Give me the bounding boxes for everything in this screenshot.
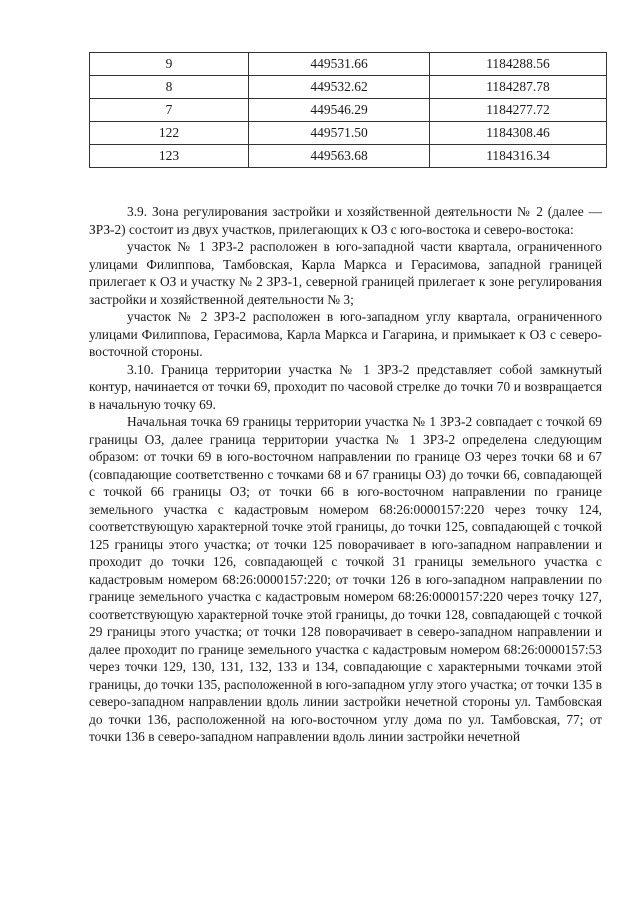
paragraph-3-9: 3.9. Зона регулирования застройки и хозяйственной деятельности № 2 (далее — ЗРЗ-2) состоит из двух участков, прилегающих к ОЗ с юго-востока и северо-востока: xyxy=(89,204,602,237)
coordinate-x: 449531.66 xyxy=(249,53,430,76)
coordinate-x: 449546.29 xyxy=(249,99,430,122)
coordinate-y: 1184288.56 xyxy=(430,53,607,76)
coordinate-y: 1184287.78 xyxy=(430,76,607,99)
point-number: 7 xyxy=(90,99,249,122)
document-body xyxy=(89,203,602,746)
table-row xyxy=(90,145,607,168)
paragraph-3-10: 3.10. Граница территории участка № 1 ЗРЗ-2 представляет собой замкнутый контур, начинается от точки 69, проходит по часовой стрелке до точки 70 и возвращается в начальную точку 69. xyxy=(89,361,602,412)
paragraph-plot-2: участок № 2 ЗРЗ-2 расположен в юго-западном углу квартала, ограниченного улицами Филиппова, Герасимова, Карла Маркса и Гагарина, и примыкает к ОЗ с северо-восточной стороны. xyxy=(89,309,602,359)
table-row xyxy=(90,122,607,145)
coordinate-x: 449571.50 xyxy=(249,122,430,145)
paragraph-plot-1: участок № 1 ЗРЗ-2 расположен в юго-западной части квартала, ограниченного улицами Филиппова, Тамбовская, Карла Маркса и Герасимова, западной границей прилегает к ОЗ и участку № 2 ЗРЗ-1, северной границей прилегает к зоне регулирования застройки и хозяйственной деятельности № 3; xyxy=(89,239,602,307)
table-row xyxy=(90,53,607,76)
point-number: 122 xyxy=(90,122,249,145)
coordinate-y: 1184308.46 xyxy=(430,122,607,145)
paragraph-boundary-description: Начальная точка 69 границы территории участка № 1 ЗРЗ-2 совпадает с точкой 69 границы ОЗ, далее граница территории участка № 1 ЗРЗ-2 определена следующим образом: от точки 69 в юго-восточном направлении по границе ОЗ через точки 68 и 67 (совпадающие соответственно с точками 68 и 67 границы ОЗ) до точки 66, совпадающей с точкой 66 границы ОЗ; от точки 66 в юго-восточном направлении по границе земельного участка с кадастровым номером 68:26:0000157:220 через точку 124, соответствующую характерной точке этой границы, до точки 125, совпадающей с точкой 125 границы этого участка; от точки 125 поворачивает в юго-западном направлении и проходит до точки 126, совпадающей с точкой 31 границы земельного участка с кадастровым номером 68:26:0000157:220; от точки 126 в юго-западном направлении по границе земельного участка с кадастровым номером 68:26:0000157:220 через точку 127, соответствующую характерной точке этой границы, до точки 128, совпадающей с точкой 29 границы этого участка; от точки 128 поворачивает в северо-западном направлении и далее проходит по границе земельного участка с кадастровым номером 68:26:0000157:53 через точки 129, 130, 131, 132, 133 и 134, совпадающие с характерными точками этой границы, до точки 135, расположенной в юго-западном углу этого участка; от точки 135 в северо-западном направлении вдоль линии застройки нечетной стороны ул. Тамбовская до точки 136, расположенной на юго-восточном углу дома по ул. Тамбовская, 77; от точки 136 в северо-западном направлении вдоль линии застройки нечетной xyxy=(89,414,602,744)
coordinate-x: 449563.68 xyxy=(249,145,430,168)
coordinates-table xyxy=(89,52,607,168)
coordinate-y: 1184316.34 xyxy=(430,145,607,168)
coordinate-y: 1184277.72 xyxy=(430,99,607,122)
coordinate-x: 449532.62 xyxy=(249,76,430,99)
table-row xyxy=(90,76,607,99)
table-row xyxy=(90,99,607,122)
point-number: 123 xyxy=(90,145,249,168)
point-number: 8 xyxy=(90,76,249,99)
point-number: 9 xyxy=(90,53,249,76)
